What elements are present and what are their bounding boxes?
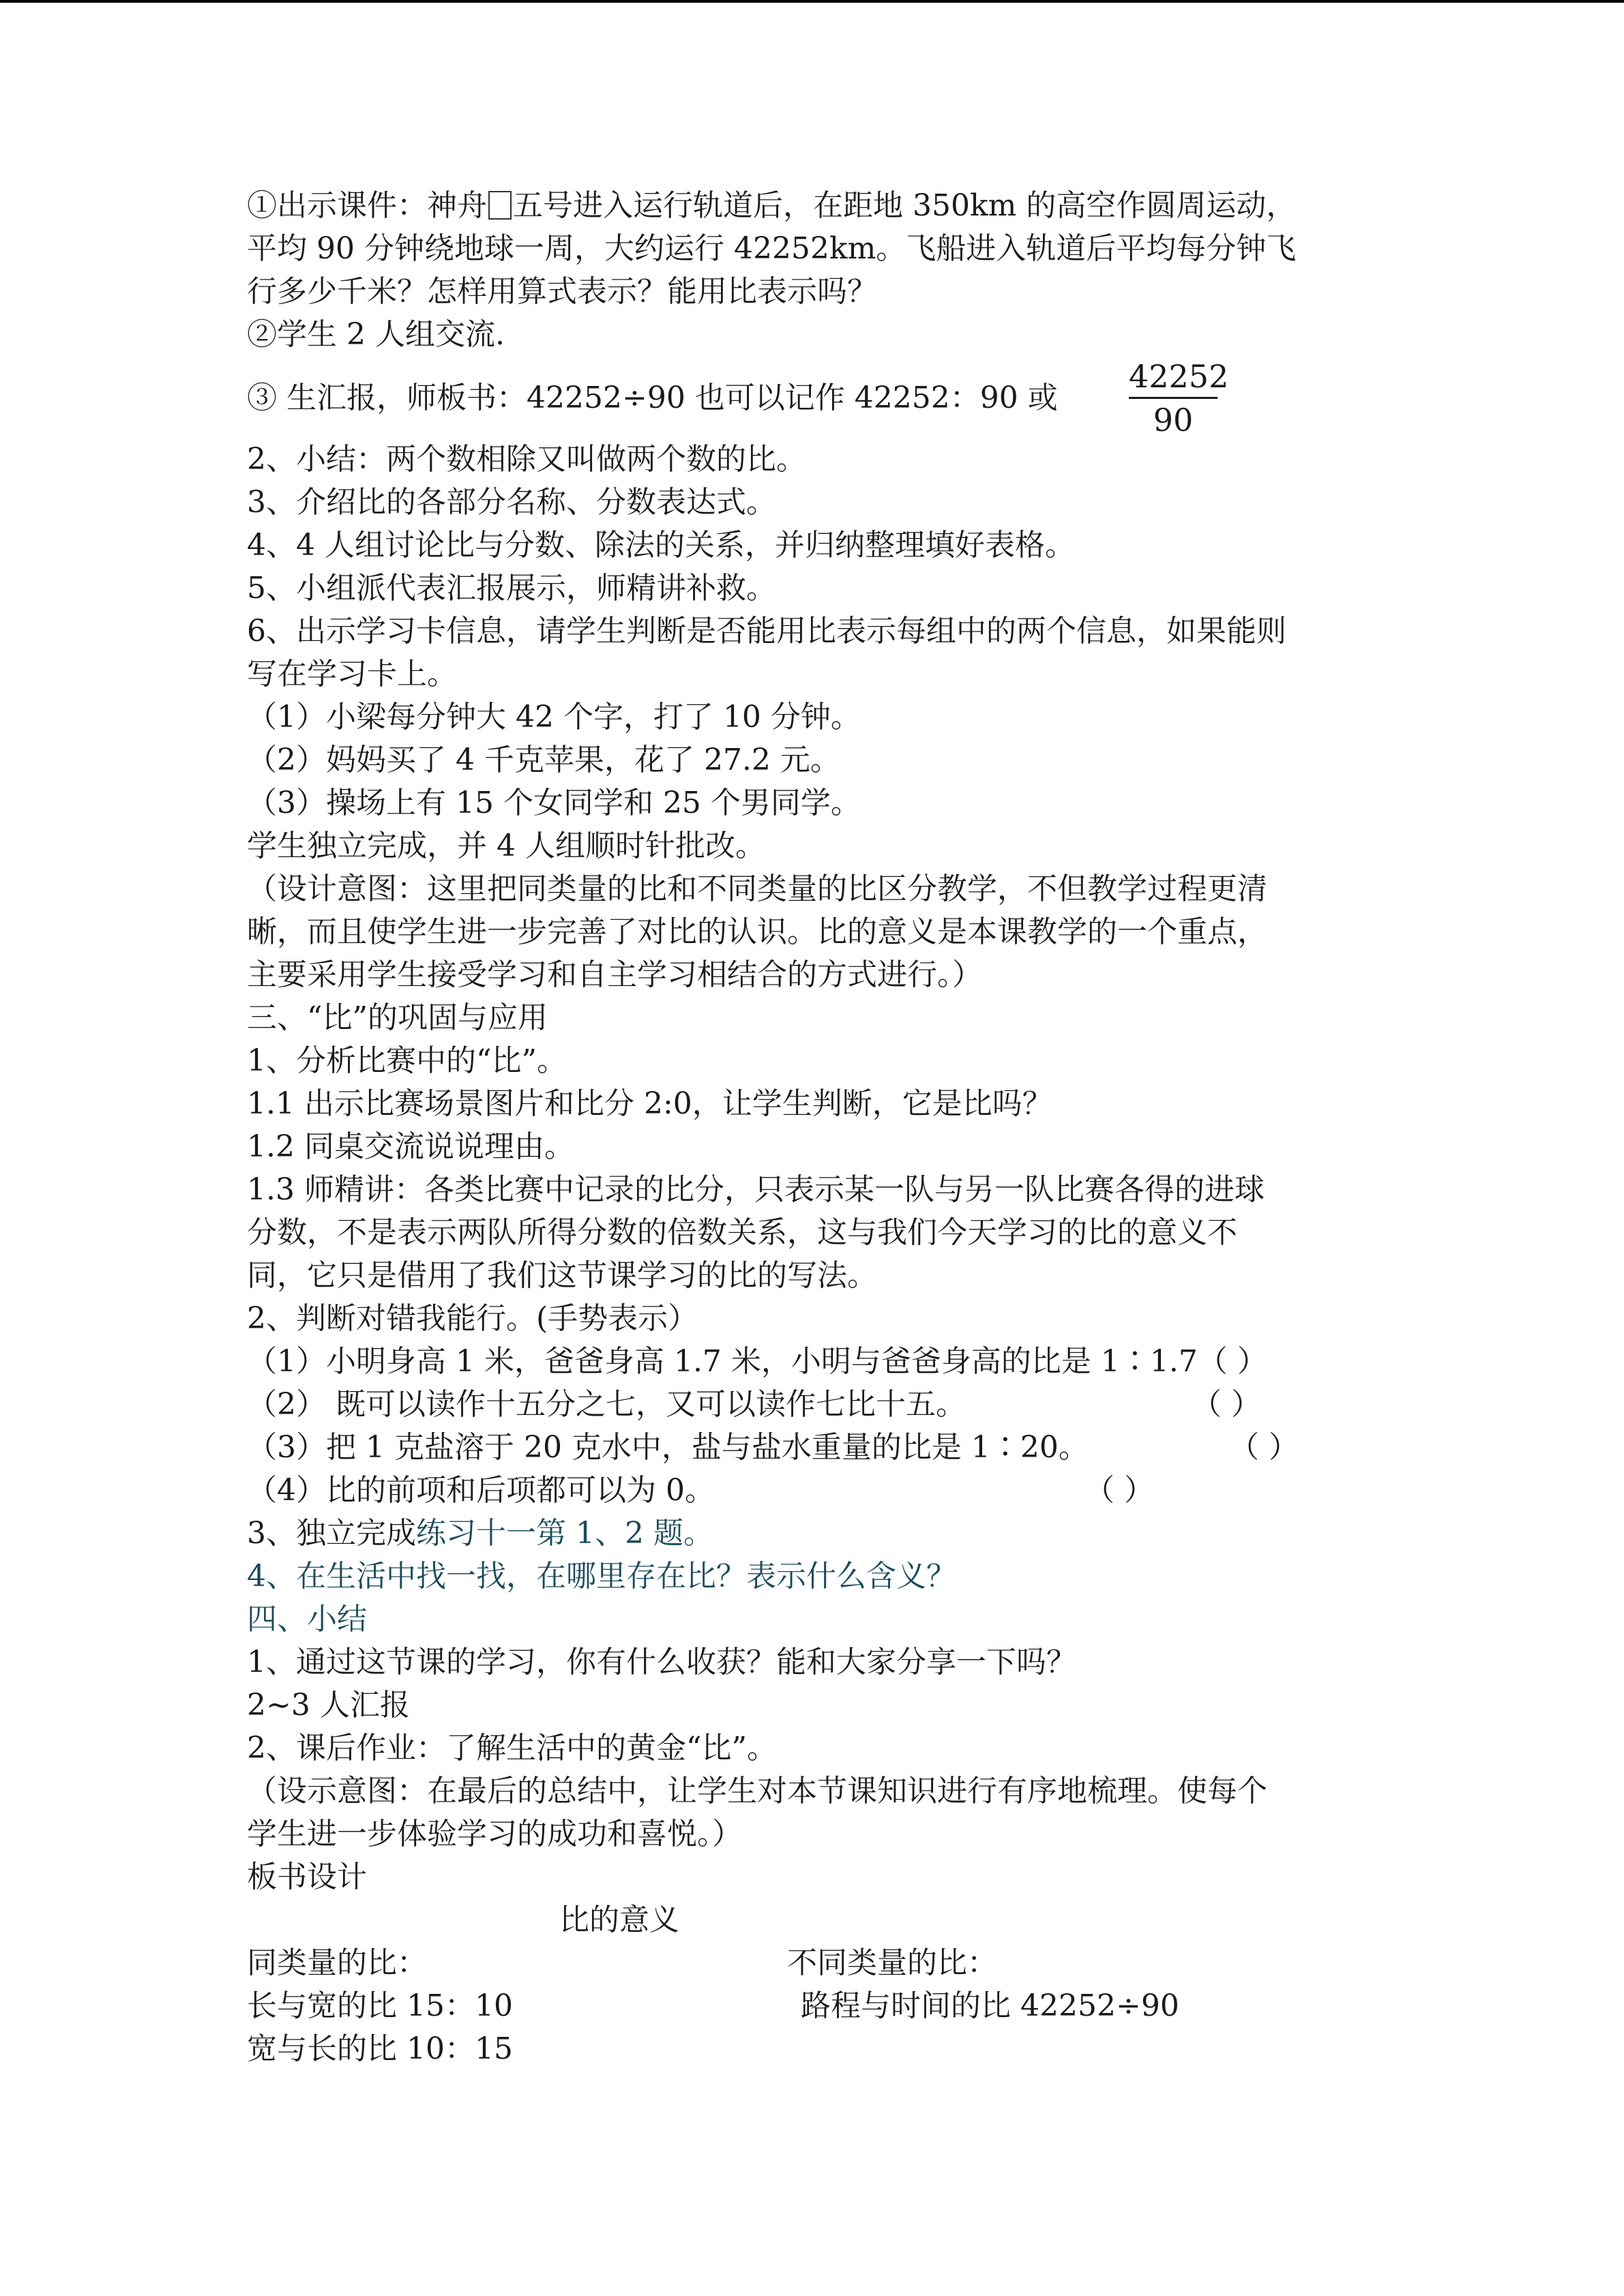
paragraph-line xyxy=(247,1512,1406,1555)
text-segment: 练习十一第 1、2 题。 xyxy=(416,1516,713,1551)
fraction-paragraph xyxy=(247,356,1406,438)
paragraph-line: （设示意图：在最后的总结中，让学生对本节课知识进行有序地梳理。使每个 xyxy=(247,1774,1267,1808)
paragraph-line: 学生独立完成，并 4 人组顺时针批改。 xyxy=(247,829,765,863)
paragraph-line: 写在学习卡上。 xyxy=(247,657,457,691)
paragraph-line: 分数，不是表示两队所得分数的倍数关系，这与我们今天学习的比的意义不 xyxy=(247,1215,1237,1250)
paragraph-line: 板书设计 xyxy=(247,1860,367,1894)
board-row xyxy=(247,1941,1406,1984)
paragraph-line: 5、小组派代表汇报展示，师精讲补救。 xyxy=(247,571,776,606)
paragraph-line: 4、在生活中找一找，在哪里存在比？表示什么含义？ xyxy=(247,1559,956,1594)
board-cell: 长与宽的比 15：10 xyxy=(247,1988,513,2023)
fraction xyxy=(1129,356,1229,441)
paragraph-line: （设计意图：这里把同类量的比和不同类量的比区分教学，不但教学过程更清 xyxy=(247,871,1267,906)
paragraph-line: 2、判断对错我能行。(手势表示） xyxy=(247,1301,698,1336)
paragraph-line: 1.3 师精讲：各类比赛中记录的比分，只表示某一队与另一队比赛各得的进球 xyxy=(247,1172,1265,1207)
paragraph-line: 2~3 人汇报 xyxy=(247,1688,410,1723)
fraction-numerator: 42252 xyxy=(1129,356,1217,399)
paragraph-line xyxy=(247,184,1406,227)
paragraph-line xyxy=(247,1383,1406,1426)
paragraph-line: （3）操场上有 15 个女同学和 25 个男同学。 xyxy=(247,786,861,820)
section-heading: 四、小结 xyxy=(247,1602,367,1637)
board-row xyxy=(247,1984,1406,2027)
paragraph-line: 行多少千米？怎样用算式表示？能用比表示吗？ xyxy=(247,274,877,309)
paragraph-line: （2）妈妈买了 4 千克苹果，花了 27.2 元。 xyxy=(247,743,840,777)
answer-parens: （ ） xyxy=(1084,1473,1154,1508)
fraction-denominator: 90 xyxy=(1153,402,1194,438)
paragraph-line: 1、通过这节课的学习，你有什么收获？能和大家分享一下吗？ xyxy=(247,1645,1076,1680)
text-segment: 五号进入运行轨道后，在距地 350km 的高空作圆周运动， xyxy=(513,188,1297,223)
board-cell: 不同类量的比： xyxy=(787,1945,997,1980)
paragraph-line: 晰，而且使学生进一步完善了对比的认识。比的意义是本课教学的一个重点， xyxy=(247,914,1267,949)
text-segment: 3、独立完成 xyxy=(247,1516,416,1551)
board-title: 比的意义 xyxy=(559,1903,679,1937)
paragraph-line: ②学生 2 人组交流. xyxy=(247,317,505,352)
top-border-line xyxy=(0,0,1624,3)
board-cell: 同类量的比： xyxy=(247,1945,427,1980)
paragraph-line: 学生进一步体验学习的成功和喜悦。） xyxy=(247,1817,742,1851)
paragraph-line: ③ 生汇报，师板书：42252÷90 也可以记作 42252：90 或 xyxy=(247,381,1058,415)
paragraph-line: 平均 90 分钟绕地球一周，大约运行 42252km。飞船进入轨道后平均每分钟飞 xyxy=(247,231,1297,266)
paragraph-line: 主要采用学生接受学习和自主学习相结合的方式进行。） xyxy=(247,957,982,992)
paragraph-line: 3、介绍比的各部分名称、分数表达式。 xyxy=(247,485,776,520)
paragraph-line: 6、出示学习卡信息，请学生判断是否能用比表示每组中的两个信息，如果能则 xyxy=(247,614,1286,648)
paragraph-line: 同，它只是借用了我们这节课学习的比的写法。 xyxy=(247,1258,877,1293)
answer-parens: （ ） xyxy=(1229,1430,1299,1465)
paragraph-line: 4、4 人组讨论比与分数、除法的关系，并归纳整理填好表格。 xyxy=(247,528,1075,563)
paragraph-line: （1）小梁每分钟大 42 个字，打了 10 分钟。 xyxy=(247,700,861,734)
section-heading: 三、“比”的巩固与应用 xyxy=(247,1000,548,1035)
text-segment: （3）把 1 克盐溶于 20 克水中，盐与盐水重量的比是 1∶20。 xyxy=(247,1430,1089,1465)
text-segment: （2） 既可以读作十五分之七，又可以读作七比十五。 xyxy=(247,1387,966,1422)
board-title-line xyxy=(247,1898,1406,1941)
paragraph-line xyxy=(247,1469,1406,1512)
paragraph-line xyxy=(247,1426,1406,1469)
paragraph-line: 1.2 同桌交流说说理由。 xyxy=(247,1129,574,1164)
document-page xyxy=(247,184,1406,2070)
text-segment: （4）比的前项和后项都可以为 0。 xyxy=(247,1473,715,1508)
board-row: 宽与长的比 10：15 xyxy=(247,2031,513,2066)
board-cell: 路程与时间的比 42252÷90 xyxy=(801,1988,1179,2023)
text-segment: ①出示课件：神舟 xyxy=(247,188,487,223)
paragraph-line: （1）小明身高 1 米，爸爸身高 1.7 米，小明与爸爸身高的比是 1∶1.7（ ） xyxy=(247,1344,1267,1379)
paragraph-line: 2、课后作业：了解生活中的黄金“比”。 xyxy=(247,1731,777,1765)
paragraph-line: 2、小结：两个数相除又叫做两个数的比。 xyxy=(247,442,806,477)
placeholder-box-icon xyxy=(488,191,512,220)
paragraph-line: 1、分析比赛中的“比”。 xyxy=(247,1043,567,1078)
paragraph-line: 1.1 出示比赛场景图片和比分 2:0，让学生判断，它是比吗？ xyxy=(247,1086,1052,1121)
answer-parens: （ ） xyxy=(1192,1387,1261,1422)
